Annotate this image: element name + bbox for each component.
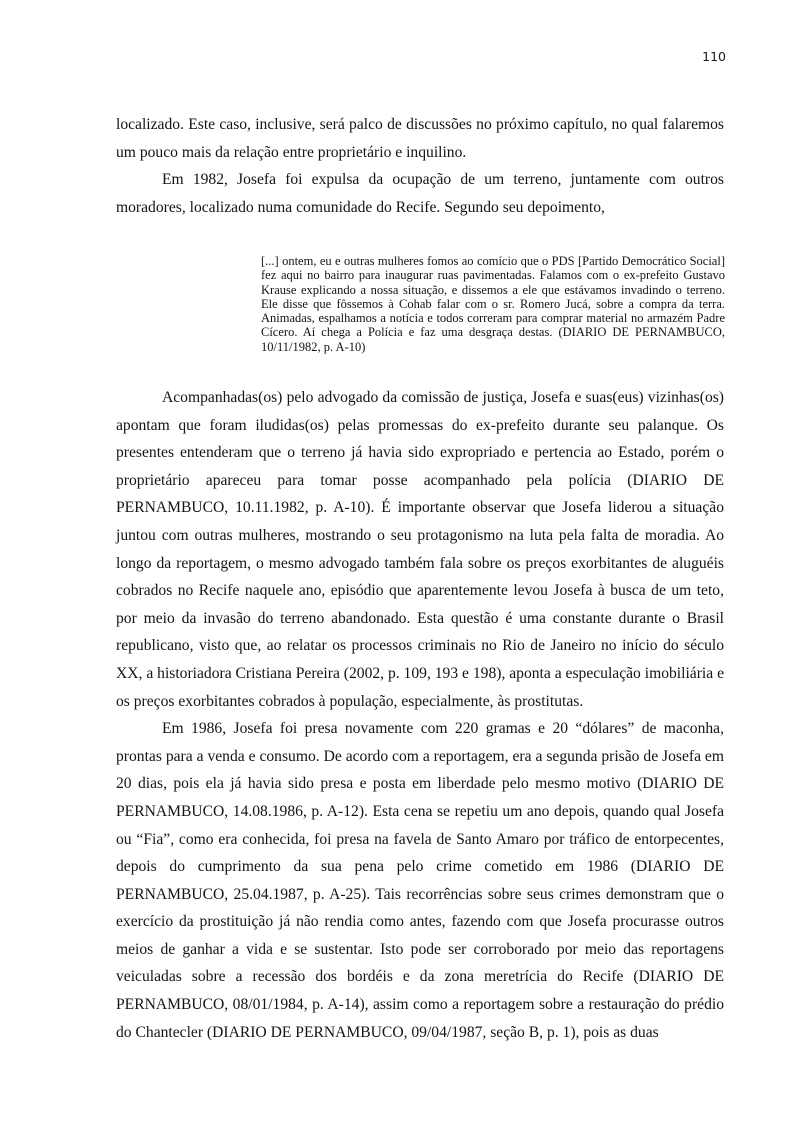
page-number: 110	[702, 49, 726, 64]
text-block-after-quote	[116, 384, 724, 1046]
paragraph: Em 1982, Josefa foi expulsa da ocupação de um terreno, juntamente com outros moradores, localizado numa comunidade do Recife. Segundo seu depoimento,	[116, 171, 724, 216]
paragraph: Em 1986, Josefa foi presa novamente com 220 gramas e 20 “dólares” de maconha, prontas para a venda e consumo. De acordo com a reportagem, era a segunda prisão de Josefa em 20 dias, pois ela já havia sido presa e posta em liberdade pelo mesmo motivo (DIARIO DE PERNAMBUCO, 14.08.1986, p. A-12). Esta cena se repetiu um ano depois, quando qual Josefa ou “Fia”, como era conhecida, foi presa na favela de Santo Amaro por tráfico de entorpecentes, depois do cumprimento da sua pena pelo crime cometido em 1986 (DIARIO DE PERNAMBUCO, 25.04.1987, p. A-25). Tais recorrências sobre seus crimes demonstram que o exercício da prostituição já não rendia como antes, fazendo com que Josefa procurasse outros meios de ganhar a vida e se sustentar. Isto pode ser corroborado por meio das reportagens veiculadas sobre a recessão dos bordéis e da zona meretrícia do Recife (DIARIO DE PERNAMBUCO, 08/01/1984, p. A-14), assim como a reportagem sobre a restauração do prédio do Chantecler (DIARIO DE PERNAMBUCO, 09/04/1987, seção B, p. 1), pois as duas	[116, 720, 724, 1041]
paragraph: localizado. Este caso, inclusive, será palco de discussões no próximo capítulo, no qual falaremos um pouco mais da relação entre proprietário e inquilino.	[116, 116, 724, 161]
text-block-before-quote	[116, 111, 724, 221]
paragraph: Acompanhadas(os) pelo advogado da comissão de justiça, Josefa e suas(eus) vizinhas(os) apontam que foram iludidas(os) pelas promessas do ex-prefeito durante seu palanque. Os presentes entenderam que o terreno já havia sido expropriado e pertencia ao Estado, porém o proprietário apareceu para tomar posse acompanhado pela polícia (DIARIO DE PERNAMBUCO, 10.11.1982, p. A-10). É importante observar que Josefa liderou a situação juntou com outras mulheres, mostrando o seu protagonismo na luta pela falta de moradia. Ao longo da reportagem, o mesmo advogado também fala sobre os preços exorbitantes de aluguéis cobrados no Recife naquele ano, episódio que aparentemente levou Josefa à busca de um teto, por meio da invasão do terreno abandonado. Esta questão é uma constante durante o Brasil republicano, visto que, ao relatar os processos criminais no Rio de Janeiro no início do século XX, a historiadora Cristiana Pereira (2002, p. 109, 193 e 198), aponta a especulação imobiliária e os preços exorbitantes cobrados à população, especialmente, às prostitutas.	[116, 389, 724, 710]
block-quote: [...] ontem, eu e outras mulheres fomos ao comício que o PDS [Partido Democrático Social] fez aqui no bairro para inaugurar ruas pavimentadas. Falamos com o ex-prefeito Gustavo Krause explicando a nossa situação, e dissemos a ele que estávamos invadindo o terreno. Ele disse que fôssemos à Cohab falar com o sr. Romero Jucá, sobre a compra da terra. Animadas, espalhamos a notícia e todos correram para comprar material no armazém Padre Cícero. Aí chega a Polícia e faz uma desgraça destas. (DIARIO DE PERNAMBUCO, 10/11/1982, p. A-10)	[261, 254, 725, 354]
